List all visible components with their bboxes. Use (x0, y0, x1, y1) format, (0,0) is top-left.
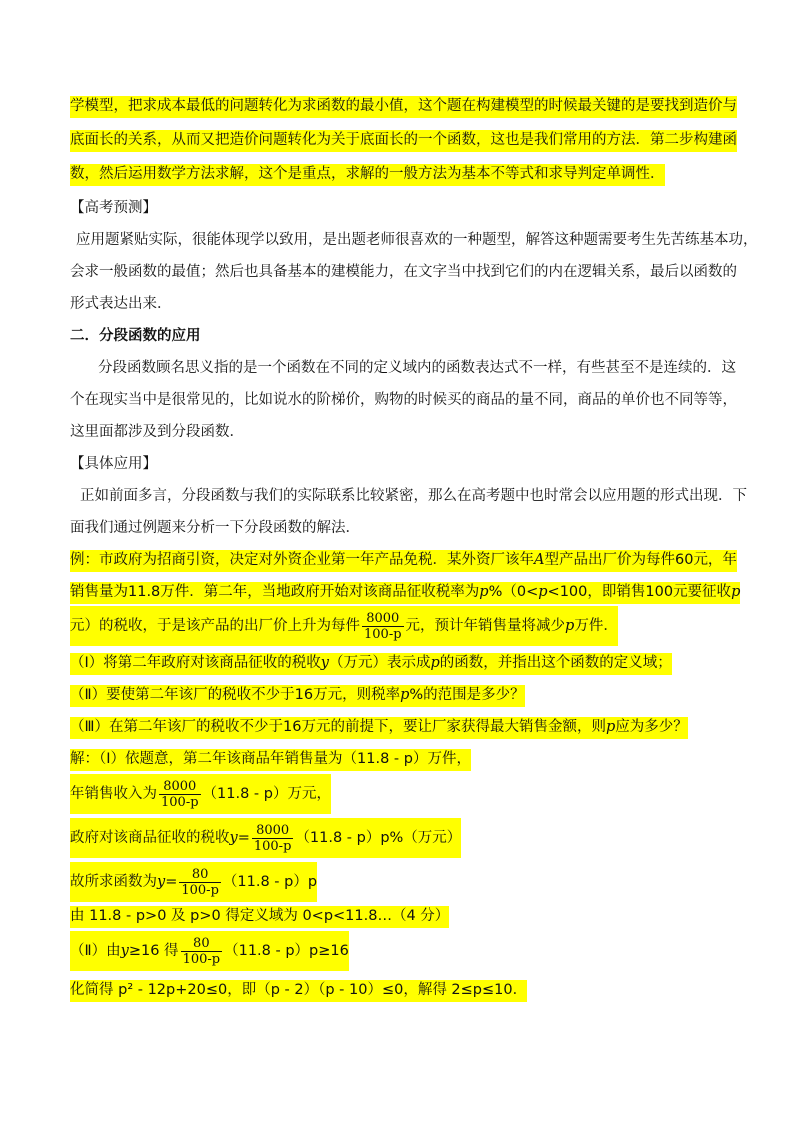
fraction: $\frac{80}{100-p}$ (182, 935, 221, 967)
question-1: （Ⅰ）将第二年政府对该商品征收的税收y（万元）表示成p的函数，并指出这个函数的定义域； (70, 653, 672, 675)
solution-line-3: 政府对该商品征收的税收y= $\frac{8000}{100-p}$ （11.8 - p）p%（万元） (70, 818, 461, 858)
solution-line-2: 年销售收入为 $\frac{8000}{100-p}$ （11.8 - p）万元， (70, 774, 331, 814)
paragraph-line: 正如前面多言，分段函数与我们的实际联系比较紧密，那么在高考题中也时常会以应用题的形式出现．下 (80, 488, 747, 504)
paragraph-line: 形式表达出来． (70, 296, 172, 312)
example-line-3: 元）的税收，于是该产品的出厂价上升为每件 $\frac{8000}{100-p}$ 元，预计年销售量将减少p万件． (70, 606, 618, 646)
paragraph-line: 数，然后运用数学方法求解，这个是重点，求解的一般方法为基本不等式和求导判定单调性． (70, 164, 665, 186)
question-2: （Ⅱ）要使第二年该厂的税收不少于16万元，则税率p%的范围是多少？ (70, 685, 525, 707)
example-line-2: 销售量为11.8万件．第二年，当地政府开始对该商品征收税率为p%（0<p<100，即销售100元要征收p (70, 582, 740, 604)
section-heading-apply: 【具体应用】 (70, 456, 157, 472)
solution-line-7: 化简得 p² - 12p+20≤0，即（p - 2）（p - 10）≤0，解得 2≤p≤10． (70, 980, 527, 1002)
paragraph-line: 分段函数顾名思义指的是一个函数在不同的定义域内的函数表达式不一样，有些甚至不是连续的．这 (98, 360, 736, 376)
solution-line-4: 故所求函数为y= $\frac{80}{100-p}$ （11.8 - p）p (70, 862, 317, 902)
fraction: $\frac{8000}{100-p}$ (364, 610, 402, 642)
paragraph-line: 学模型，把求成本最低的问题转化为求函数的最小值，这个题在构建模型的时候最关键的是要找到造价与 (70, 96, 737, 118)
paragraph-line: 这里面都涉及到分段函数． (70, 424, 244, 440)
question-3: （Ⅲ）在第二年该厂的税收不少于16万元的前提下，要让厂家获得最大销售金额，则p应为多少？ (70, 717, 688, 739)
solution-line-5: 由 11.8 - p>0 及 p>0 得定义域为 0<p<11.8…（4 分） (70, 906, 449, 928)
solution-line-6: （Ⅱ）由y≥16 得 $\frac{80}{100-p}$ （11.8 - p）p≥16 (70, 931, 349, 971)
fraction: $\frac{80}{100-p}$ (181, 866, 219, 898)
fraction: $\frac{8000}{100-p}$ (161, 778, 199, 810)
paragraph-line: 会求一般函数的最值；然后也具备基本的建模能力，在文字当中找到它们的内在逻辑关系，最后以函数的 (70, 264, 737, 280)
paragraph-line: 面我们通过例题来分析一下分段函数的解法． (70, 520, 360, 536)
example-line-1: 例：市政府为招商引资，决定对外资企业第一年产品免税．某外资厂该年A型产品出厂价为每件60元，年 (70, 550, 737, 572)
paragraph-line: 应用题紧贴实际，很能体现学以致用，是出题老师很喜欢的一种题型，解答这种题需要考生先苦练基本功， (76, 232, 758, 248)
section-title: 二．分段函数的应用 (70, 328, 201, 344)
paragraph-line: 底面长的关系，从而又把造价问题转化为关于底面长的一个函数，这也是我们常用的方法．第二步构建函 (70, 130, 737, 152)
section-heading-forecast: 【高考预测】 (70, 200, 157, 216)
solution-line-1: 解：（Ⅰ）依题意，第二年该商品年销售量为（11.8 - p）万件， (70, 749, 471, 771)
paragraph-line: 个在现实当中是很常见的，比如说水的阶梯价，购物的时候买的商品的量不同，商品的单价也不同等等， (70, 392, 737, 408)
fraction: $\frac{8000}{100-p}$ (253, 822, 292, 854)
